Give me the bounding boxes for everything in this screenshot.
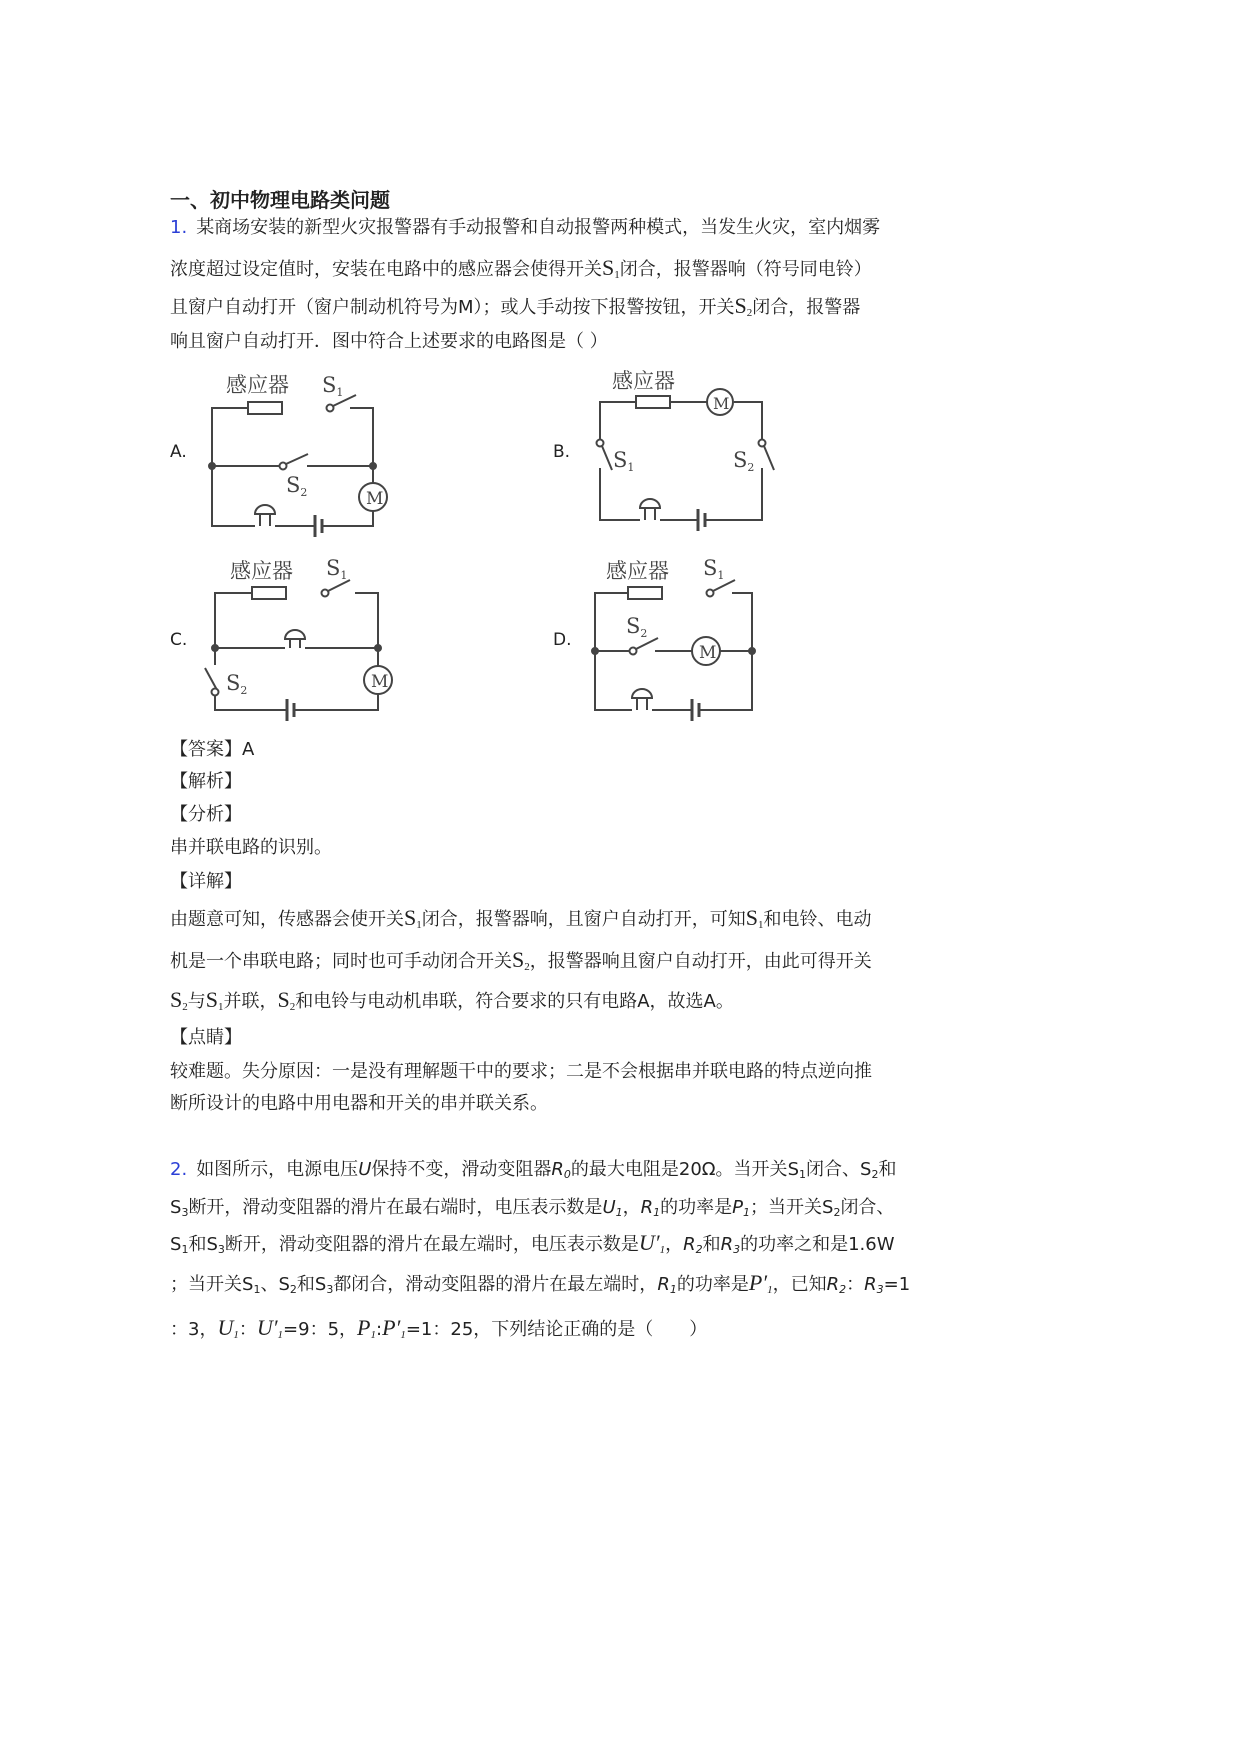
symbol-base: U′ xyxy=(256,1315,278,1340)
symbol-subscript: 2 xyxy=(289,1283,297,1296)
math-symbol xyxy=(827,1274,847,1295)
text-run: ：3， xyxy=(170,1319,218,1340)
math-symbol xyxy=(551,1159,571,1180)
math-symbol xyxy=(257,1315,283,1340)
svg-text:M: M xyxy=(371,672,389,692)
text-run: 闭合、 xyxy=(806,1159,860,1180)
solution1-line xyxy=(170,870,242,894)
q2-line xyxy=(170,1196,894,1225)
symbol-base: R xyxy=(720,1234,734,1255)
text-run: 和电铃、电动 xyxy=(763,909,872,930)
text-run: 断开，滑动变阻器的滑片在最左端时，电压表示数是 xyxy=(224,1234,639,1255)
symbol-subscript: 1 xyxy=(277,1329,284,1341)
symbol-base: R xyxy=(683,1234,696,1255)
math-symbol xyxy=(746,905,764,930)
symbol-base: S xyxy=(822,1197,834,1218)
q2-line xyxy=(170,1158,896,1187)
math-symbol xyxy=(404,905,422,930)
symbol-subscript: 1 xyxy=(614,269,620,281)
symbol-base: R xyxy=(657,1274,670,1295)
math-symbol xyxy=(278,987,296,1012)
symbol-base: R xyxy=(864,1274,877,1295)
text-run: 和 xyxy=(702,1234,721,1255)
text-run: 串并联电路的识别。 xyxy=(170,837,332,858)
text-run: 都闭合，滑动变阻器的滑片在最左端时， xyxy=(333,1274,658,1295)
math-symbol xyxy=(170,987,188,1012)
text-run: 响且窗户自动打开．图中符合上述要求的电路图是（ ） xyxy=(170,331,608,352)
symbol-subscript: 1 xyxy=(653,1206,661,1219)
symbol-subscript: 1 xyxy=(233,1329,239,1341)
math-symbol xyxy=(602,1197,622,1218)
math-symbol xyxy=(278,1274,296,1295)
text-run: 【详解】 xyxy=(170,871,242,892)
text-run: 保持不变，滑动变阻器 xyxy=(371,1159,552,1180)
svg-text:M: M xyxy=(713,394,730,413)
text-run: ，报警器响且窗户自动打开，由此可得开关 xyxy=(529,951,872,972)
symbol-subscript: 2 xyxy=(289,1001,296,1013)
q2-line xyxy=(170,1316,707,1347)
text-run: 某商场安装的新型火灾报警器有手动报警和自动报警两种模式，当发生火灾，室内烟雾 xyxy=(196,217,881,238)
q2-line xyxy=(170,1271,910,1302)
symbol-base: P′ xyxy=(382,1315,401,1340)
symbol-base: S xyxy=(277,987,290,1012)
math-symbol xyxy=(242,1274,260,1295)
solution1-line xyxy=(170,948,872,979)
svg-text:S1: S1 xyxy=(703,556,725,582)
symbol-subscript: 1 xyxy=(743,1206,750,1219)
symbol-subscript: 1 xyxy=(181,1243,189,1256)
circuit-diagram-d xyxy=(592,556,755,721)
text-run: ， xyxy=(665,1234,684,1255)
math-symbol xyxy=(864,1274,884,1295)
symbol-subscript: 1 xyxy=(218,1001,224,1013)
text-run: 的功率是 xyxy=(660,1197,733,1218)
symbol-base: S xyxy=(170,987,183,1012)
symbol-base: S xyxy=(206,1234,218,1255)
svg-text:M: M xyxy=(366,489,384,509)
symbol-subscript: 0 xyxy=(563,1168,571,1181)
text-run: 和 xyxy=(878,1159,897,1180)
math-symbol xyxy=(822,1197,840,1218)
solution1-line xyxy=(170,1026,242,1050)
symbol-base: S xyxy=(602,255,615,280)
math-symbol xyxy=(382,1315,406,1340)
symbol-base: P xyxy=(357,1315,371,1340)
solution1-line xyxy=(170,1092,548,1116)
svg-text:S2: S2 xyxy=(226,671,248,697)
math-symbol xyxy=(358,1159,371,1180)
text-run: =1：25，下列结论正确的是（ ） xyxy=(405,1319,708,1340)
text-run: 闭合，报警器响（符号同电铃） xyxy=(619,259,872,280)
circuit-diagram-c xyxy=(205,556,392,721)
symbol-subscript: 1 xyxy=(799,1168,806,1181)
svg-text:S2: S2 xyxy=(733,448,755,474)
symbol-base: S xyxy=(278,1274,290,1295)
symbol-base: S xyxy=(205,987,218,1012)
symbol-subscript: 2 xyxy=(833,1206,841,1219)
question-number: 1. xyxy=(170,217,188,238)
math-symbol xyxy=(217,1315,238,1340)
q2-line xyxy=(170,1231,895,1262)
symbol-base: P xyxy=(732,1197,743,1218)
text-run: 和 xyxy=(296,1274,315,1295)
text-run: 如图所示，电源电压 xyxy=(196,1159,359,1180)
symbol-subscript: 1 xyxy=(400,1329,406,1341)
math-symbol xyxy=(206,987,224,1012)
symbol-subscript: 3 xyxy=(876,1283,884,1296)
symbol-subscript: 1 xyxy=(416,919,422,931)
text-run: 【答案】A xyxy=(170,739,255,760)
svg-text:S1: S1 xyxy=(322,373,344,399)
symbol-subscript: 1 xyxy=(370,1329,376,1341)
math-symbol xyxy=(170,1197,188,1218)
math-symbol xyxy=(721,1234,741,1255)
solution1-line xyxy=(170,906,872,937)
solution1-line xyxy=(170,770,242,794)
text-run: ， xyxy=(622,1197,641,1218)
text-run: ；当开关 xyxy=(750,1197,822,1218)
symbol-base: S xyxy=(404,905,417,930)
svg-text:S2: S2 xyxy=(626,614,648,640)
math-symbol xyxy=(315,1274,333,1295)
text-run: ： xyxy=(238,1319,257,1340)
symbol-base: S xyxy=(314,1274,327,1295)
option-a-label: A. xyxy=(170,442,187,462)
symbol-base: S xyxy=(242,1274,254,1295)
text-run: 由题意可知，传感器会使开关 xyxy=(170,909,404,930)
text-run: 并联， xyxy=(223,991,278,1012)
circuit-diagrams xyxy=(0,0,1241,760)
question-number: 2. xyxy=(170,1159,188,1180)
symbol-base: R xyxy=(551,1159,564,1180)
symbol-subscript: 3 xyxy=(217,1243,225,1256)
text-run: ，已知 xyxy=(772,1274,827,1295)
math-symbol xyxy=(788,1159,806,1180)
svg-text:感应器: 感应器 xyxy=(226,373,289,397)
symbol-base: R xyxy=(640,1197,654,1218)
text-run: 断所设计的电路中用电器和开关的串并联关系。 xyxy=(170,1093,548,1114)
text-run: =9：5， xyxy=(283,1319,358,1340)
symbol-subscript: 1 xyxy=(615,1206,623,1219)
symbol-base: S xyxy=(734,293,747,318)
solution1-line xyxy=(170,836,332,860)
symbol-subscript: 2 xyxy=(524,961,530,973)
text-run: 与 xyxy=(187,991,206,1012)
text-run: 闭合、 xyxy=(840,1197,895,1218)
symbol-subscript: 3 xyxy=(733,1243,741,1256)
svg-text:S2: S2 xyxy=(286,473,308,499)
symbol-subscript: 2 xyxy=(182,1001,188,1013)
math-symbol xyxy=(641,1197,661,1218)
text-run: 【点睛】 xyxy=(170,1027,242,1048)
svg-text:M: M xyxy=(699,643,717,663)
solution1-line xyxy=(170,803,242,827)
text-run: ；当开关 xyxy=(170,1274,242,1295)
text-run: 【解析】 xyxy=(170,771,242,792)
symbol-base: S xyxy=(170,1197,182,1218)
svg-text:S1: S1 xyxy=(326,556,348,582)
symbol-base: U xyxy=(358,1159,372,1180)
solution1-line xyxy=(170,988,734,1019)
symbol-base: S xyxy=(745,905,758,930)
math-symbol xyxy=(357,1315,376,1340)
math-symbol xyxy=(860,1159,878,1180)
circuit-diagram-a xyxy=(209,373,387,537)
circuit-diagram-b xyxy=(597,369,775,531)
svg-text:感应器: 感应器 xyxy=(230,559,293,583)
text-run: 机是一个串联电路；同时也可手动闭合开关 xyxy=(170,951,512,972)
symbol-base: R xyxy=(826,1274,840,1295)
math-symbol xyxy=(657,1274,677,1295)
symbol-subscript: 1 xyxy=(758,919,764,931)
symbol-subscript: 3 xyxy=(181,1206,189,1219)
symbol-base: P′ xyxy=(748,1270,768,1295)
math-symbol xyxy=(749,1270,773,1295)
symbol-subscript: 1 xyxy=(767,1284,773,1296)
option-b-label: B. xyxy=(553,442,571,462)
symbol-subscript: 1 xyxy=(253,1283,261,1296)
text-run: 的最大电阻是20Ω。当开关 xyxy=(570,1159,788,1180)
symbol-subscript: 2 xyxy=(695,1243,703,1256)
symbol-base: S xyxy=(860,1159,872,1180)
math-symbol xyxy=(732,1197,750,1218)
text-run: 断开，滑动变阻器的滑片在最右端时，电压表示数是 xyxy=(188,1197,603,1218)
symbol-subscript: 1 xyxy=(659,1244,666,1256)
svg-text:S1: S1 xyxy=(613,448,635,474)
text-run: 、 xyxy=(260,1274,279,1295)
math-symbol xyxy=(683,1234,703,1255)
option-d-label: D. xyxy=(553,630,572,650)
math-symbol xyxy=(512,947,530,972)
symbol-subscript: 3 xyxy=(326,1283,334,1296)
text-run: 且窗户自动打开（窗户制动机符号为M）；或人手动按下报警按钮，开关 xyxy=(170,297,735,318)
math-symbol xyxy=(206,1234,224,1255)
text-run: 和 xyxy=(188,1234,207,1255)
option-c-label: C. xyxy=(170,630,188,650)
text-run: 的功率之和是1.6W xyxy=(740,1234,895,1255)
symbol-base: S xyxy=(512,947,525,972)
text-run: 较难题。失分原因：一是没有理解题干中的要求；二是不会根据串并联电路的特点逆向推 xyxy=(170,1061,872,1082)
svg-text:感应器: 感应器 xyxy=(612,369,675,393)
symbol-base: U xyxy=(602,1197,616,1218)
symbol-subscript: 2 xyxy=(839,1283,847,1296)
solution1-line xyxy=(170,1060,872,1084)
math-symbol xyxy=(170,1234,188,1255)
symbol-subscript: 1 xyxy=(669,1283,677,1296)
symbol-base: U xyxy=(217,1315,234,1340)
text-run: : xyxy=(376,1319,383,1340)
symbol-base: S xyxy=(787,1159,799,1180)
section-title: 一、初中物理电路类问题 xyxy=(170,188,390,212)
svg-text:感应器: 感应器 xyxy=(606,559,669,583)
text-run: 闭合，报警器 xyxy=(752,297,861,318)
symbol-subscript: 2 xyxy=(871,1168,879,1181)
symbol-base: S xyxy=(170,1234,182,1255)
math-symbol xyxy=(639,1230,665,1255)
text-run: 的功率是 xyxy=(676,1274,749,1295)
text-run: =1 xyxy=(883,1274,911,1295)
text-run: 和电铃与电动机串联，符合要求的只有电路A，故选A。 xyxy=(295,991,734,1012)
symbol-base: U′ xyxy=(638,1230,660,1255)
text-run: ： xyxy=(846,1274,865,1295)
symbol-subscript: 2 xyxy=(746,307,753,319)
text-run: 【分析】 xyxy=(170,804,242,825)
text-run: 浓度超过设定值时，安装在电路中的感应器会使得开关 xyxy=(170,259,602,280)
text-run: 闭合，报警器响，且窗户自动打开，可知 xyxy=(421,909,746,930)
